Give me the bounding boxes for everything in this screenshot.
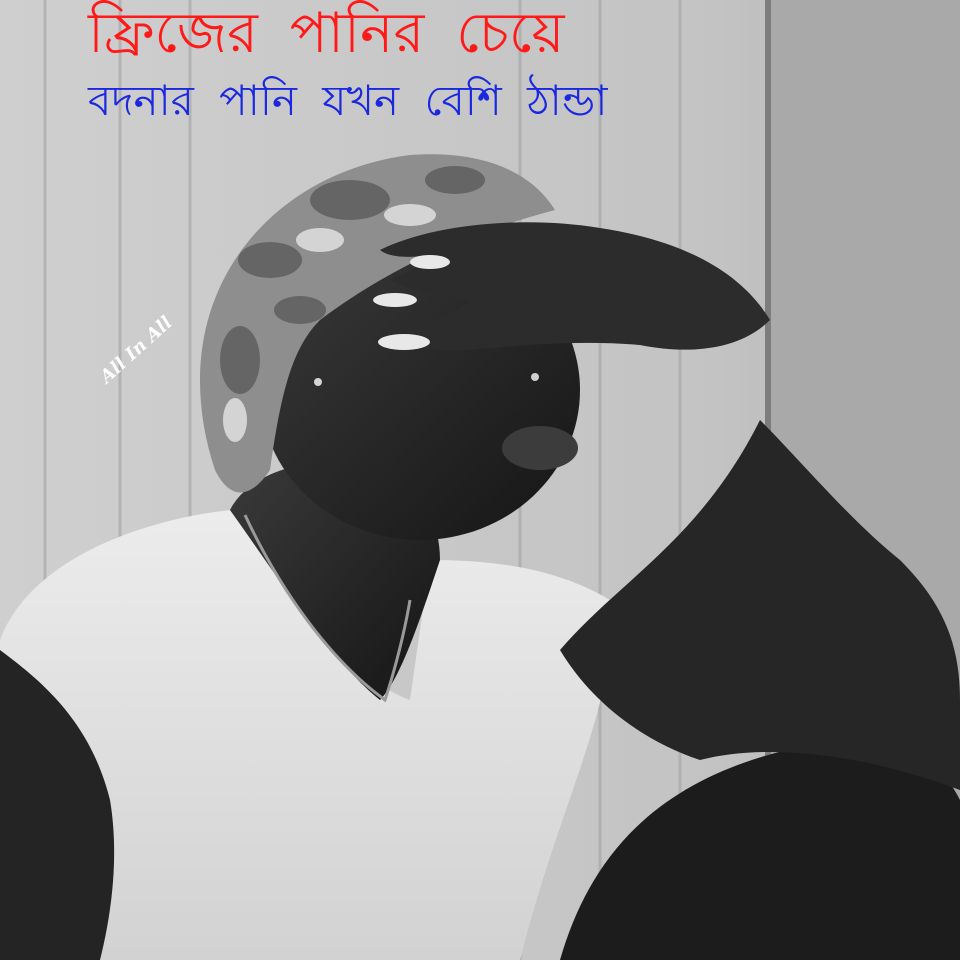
watermark: All In All	[96, 312, 177, 388]
caption-line-1: ফ্রিজের পানির চেয়ে	[88, 1, 565, 66]
caption-line-2: বদনার পানি যখন বেশি ঠান্ডা	[88, 76, 608, 125]
mouth	[502, 426, 578, 470]
nose-ring	[531, 373, 539, 381]
earring	[314, 378, 322, 386]
